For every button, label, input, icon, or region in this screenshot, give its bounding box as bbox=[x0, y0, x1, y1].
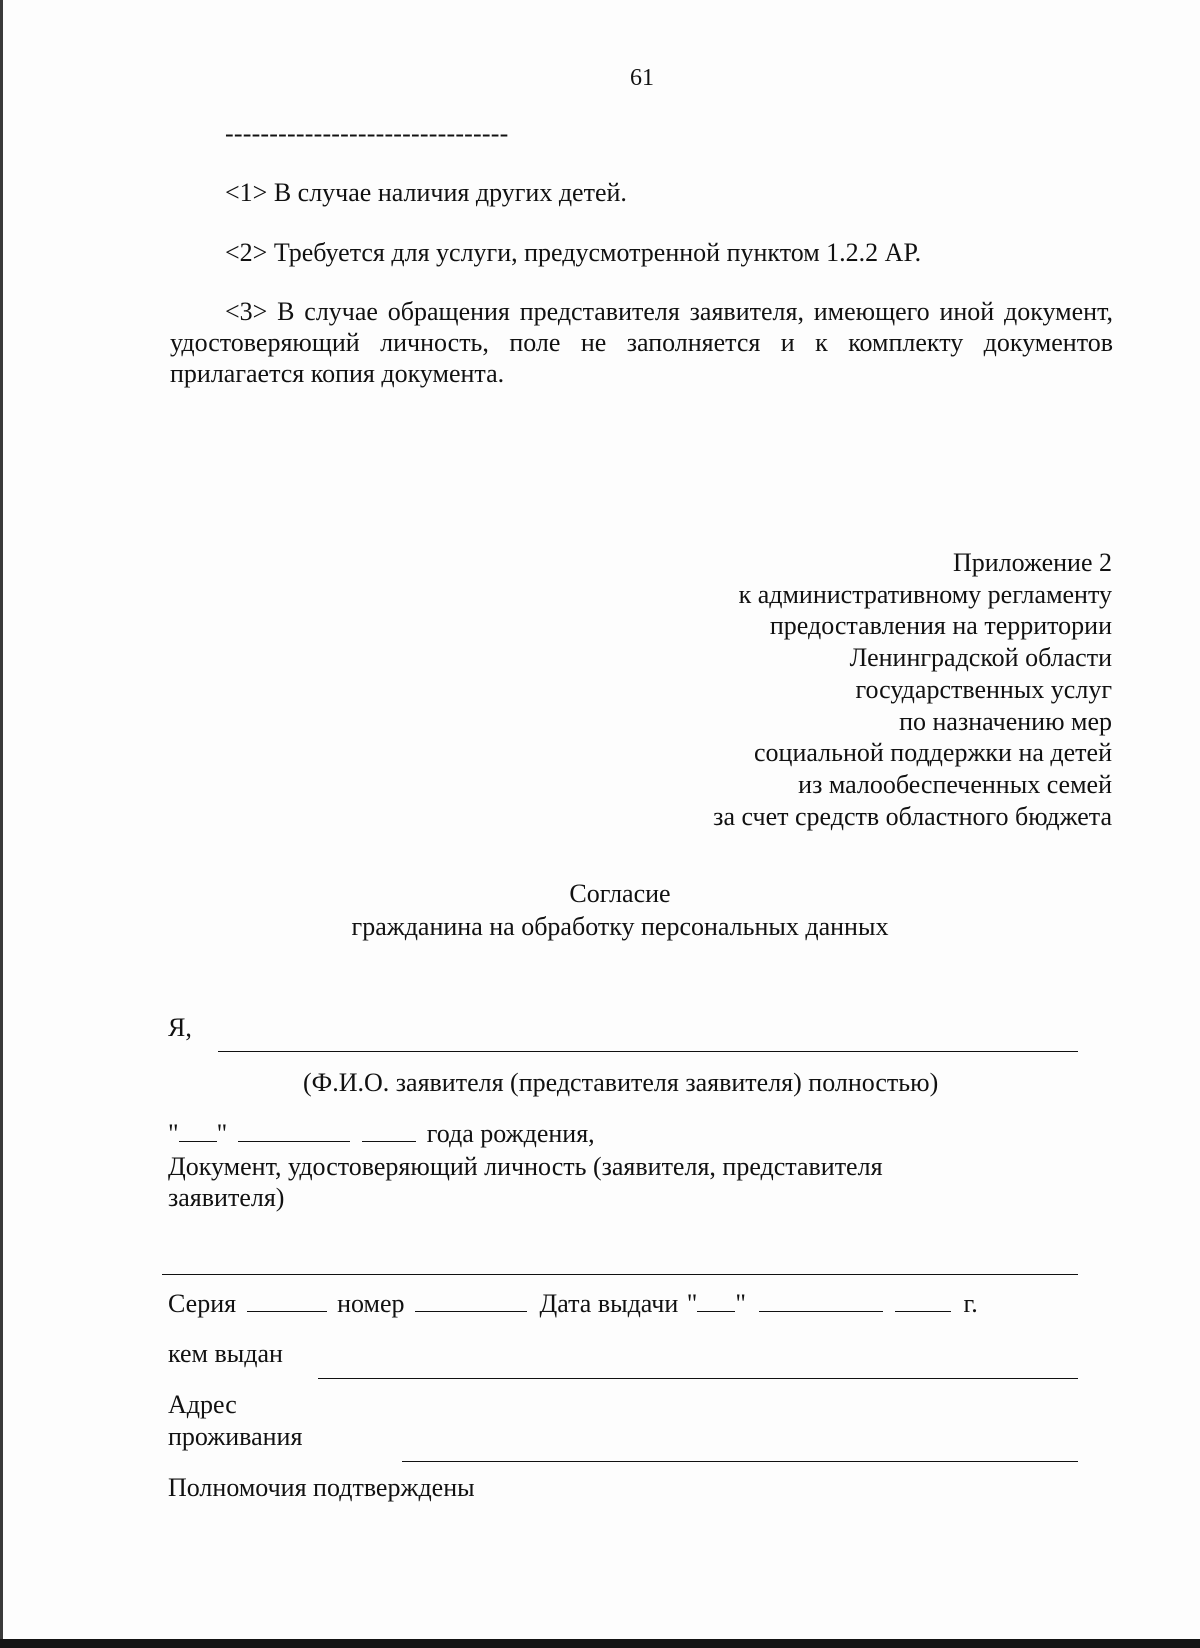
birth-date-row bbox=[168, 1118, 595, 1149]
appendix-line: предоставления на территории bbox=[769, 611, 1112, 641]
scan-edge-bottom bbox=[0, 1639, 1200, 1648]
appendix-line: к административному регламенту bbox=[738, 579, 1112, 609]
quote-open: " bbox=[686, 1289, 698, 1318]
scan-edge-left bbox=[0, 0, 3, 1648]
address-label: Адрес bbox=[168, 1390, 237, 1419]
birth-year-field[interactable] bbox=[362, 1119, 416, 1142]
quote-close: " bbox=[735, 1289, 747, 1318]
document-title: Согласие bbox=[569, 879, 671, 908]
appendix-line: Ленинградской области bbox=[849, 643, 1112, 673]
footnote-3: <3> В случае обращения представителя заявителя, имеющего иной документ, удостоверяющий личность, поле не заполняется и к комплекту документов прилагается копия документа. bbox=[170, 297, 1113, 388]
appendix-line: Приложение 2 bbox=[952, 548, 1112, 577]
appendix-line: социальной поддержки на детей bbox=[753, 738, 1112, 768]
fio-field-line[interactable] bbox=[218, 1051, 1078, 1052]
appendix-line: по назначению мер bbox=[899, 706, 1112, 736]
issued-by-field-line[interactable] bbox=[318, 1378, 1078, 1379]
issue-year-field[interactable] bbox=[895, 1289, 951, 1312]
quote-close: " bbox=[216, 1119, 228, 1148]
quote-open: " bbox=[168, 1119, 179, 1148]
page-number: 61 bbox=[630, 65, 654, 91]
appendix-line: из малообеспеченных семей bbox=[798, 769, 1112, 799]
document-subtitle: гражданина на обработку персональных данных bbox=[351, 912, 889, 941]
issue-date-label: Дата выдачи bbox=[539, 1289, 679, 1318]
year-suffix: г. bbox=[963, 1289, 978, 1318]
number-label: номер bbox=[337, 1289, 405, 1318]
birth-month-field[interactable] bbox=[238, 1119, 350, 1142]
address-field-line[interactable] bbox=[402, 1461, 1078, 1462]
address-label-cont: проживания bbox=[168, 1422, 303, 1451]
appendix-line: за счет средств областного бюджета bbox=[713, 801, 1112, 831]
issue-month-field[interactable] bbox=[759, 1289, 883, 1312]
identity-doc-label-cont: заявителя) bbox=[168, 1183, 285, 1212]
footnote-2: <2> Требуется для услуги, предусмотренной пунктом 1.2.2 АР. bbox=[225, 238, 922, 267]
identity-doc-field-line[interactable] bbox=[162, 1274, 1078, 1275]
footnote-separator: -------------------------------- bbox=[225, 119, 509, 148]
series-label: Серия bbox=[168, 1289, 237, 1318]
authority-label: Полномочия подтверждены bbox=[168, 1473, 475, 1502]
i-label: Я, bbox=[168, 1013, 192, 1042]
number-field[interactable] bbox=[415, 1289, 527, 1312]
appendix-line: государственных услуг bbox=[855, 674, 1112, 704]
birth-day-field[interactable] bbox=[179, 1119, 217, 1142]
appendix-reference bbox=[713, 547, 1112, 832]
birth-label: года рождения, bbox=[426, 1119, 595, 1148]
issue-day-field[interactable] bbox=[697, 1289, 735, 1312]
issued-by-label: кем выдан bbox=[168, 1339, 283, 1368]
identity-doc-label: Документ, удостоверяющий личность (заявителя, представителя bbox=[168, 1152, 883, 1181]
series-field[interactable] bbox=[247, 1289, 327, 1312]
document-details-row bbox=[168, 1288, 978, 1319]
footnote-1: <1> В случае наличия других детей. bbox=[225, 178, 627, 207]
fio-caption: (Ф.И.О. заявителя (представителя заявителя) полностью) bbox=[303, 1068, 939, 1097]
